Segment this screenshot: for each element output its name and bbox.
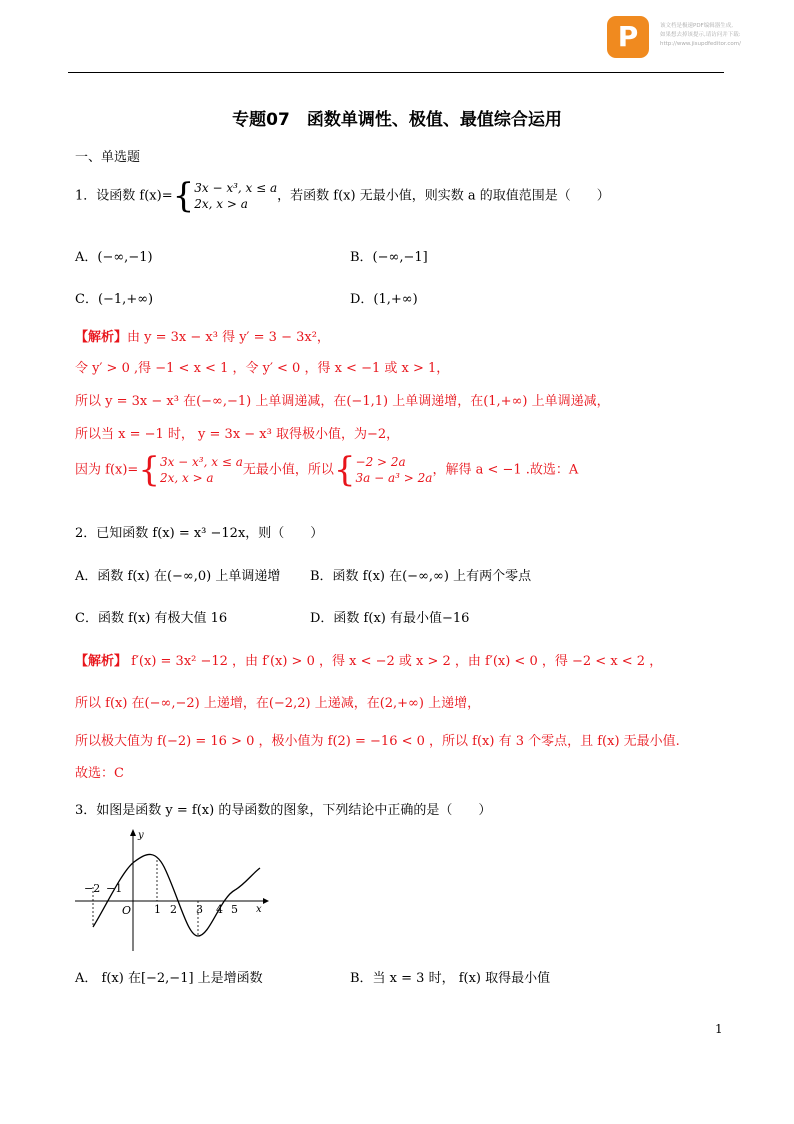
q3-option-b: B．当 x = 3 时， f(x) 取得最小值 — [350, 971, 551, 986]
q1-option-b: B．(−∞,−1] — [350, 250, 428, 265]
q2-solution-line: 故选：C — [75, 766, 124, 781]
solution-tag: 【解析】 — [75, 330, 128, 345]
solution-text: 无最小值，所以 — [242, 462, 334, 478]
q1-option-c: C．(−1,+∞) — [75, 292, 154, 307]
piecewise-cases — [160, 454, 243, 486]
tick-label: 2 — [170, 903, 177, 916]
q2-option-b: B．函数 f(x) 在(−∞,∞) 上有两个零点 — [310, 569, 532, 584]
solution-text: ，解得 a < −1 .故选：A — [432, 462, 579, 478]
x-axis-label: x — [256, 904, 262, 915]
header-rule — [68, 72, 724, 73]
watermark-text — [660, 22, 770, 49]
solution-tag: 【解析】 — [75, 654, 128, 669]
left-brace: { — [172, 176, 195, 216]
left-brace: { — [138, 450, 160, 490]
tick-label: 4 — [216, 903, 223, 916]
pdf-editor-logo — [607, 16, 649, 58]
q2-solution-line: 所以极大值为 f(−2) = 16 > 0 ，极小值为 f(2) = −16 < 0 ，所以 f(x) 有 3 个零点，且 f(x) 无最小值. — [75, 734, 680, 749]
tick-label: −1 — [106, 882, 123, 895]
piecewise-cases — [194, 180, 277, 212]
q2-option-d: D．函数 f(x) 有最小值−16 — [310, 611, 470, 626]
watermark-line: http://www.jisupdfeditor.com/ — [660, 41, 741, 47]
page-number: 1 — [715, 1022, 723, 1036]
case-line: 3a − a³ > 2a — [355, 471, 433, 485]
origin-label: O — [122, 904, 132, 917]
tick-label: −2 — [84, 882, 101, 895]
tick-label: 1 — [154, 903, 161, 916]
derivative-curve — [93, 854, 260, 936]
inequality-system — [356, 454, 433, 486]
q1-solution-line: 令 y′ > 0 ,得 −1 < x < 1 ，令 y′ < 0 ，得 x < −1 或 x > 1， — [75, 361, 450, 376]
q1-solution-line: 所以当 x = −1 时， y = 3x − x³ 取得极小值，为−2， — [75, 427, 400, 442]
case-line: 3x − x³, x ≤ a — [194, 181, 278, 195]
q1-stem-post: ，若函数 f(x) 无最小值，则实数 a 的取值范围是（ ） — [277, 188, 610, 204]
tick-label: 3 — [196, 903, 203, 916]
section-heading: 一、单选题 — [75, 150, 141, 165]
derivative-graph — [70, 826, 270, 956]
q1-stem — [75, 176, 610, 216]
q1-option-d: D．(1,+∞) — [350, 292, 418, 307]
case-line: 3x − x³, x ≤ a — [159, 455, 243, 469]
solution-text: 因为 f(x)= — [75, 462, 139, 478]
q2-solution-line — [75, 650, 662, 669]
y-axis-arrow — [130, 829, 136, 836]
left-brace: { — [333, 450, 356, 490]
q3-stem: 3．如图是函数 y = f(x) 的导函数的图象，下列结论中正确的是（ ） — [75, 803, 492, 818]
case-line: 2x, x > a — [194, 197, 248, 211]
logo-letter: P — [617, 20, 639, 53]
solution-text: 由 y = 3x − x³ 得 y′ = 3 − 3x²， — [127, 330, 330, 345]
q2-solution-line: 所以 f(x) 在(−∞,−2) 上递增，在(−2,2) 上递减，在(2,+∞) 上递增， — [75, 696, 481, 711]
q2-stem: 2．已知函数 f(x) = x³ −12x，则（ ） — [75, 526, 324, 541]
x-axis-arrow — [263, 898, 269, 904]
watermark-line: 该文档是极速PDF编辑器生成, — [660, 23, 733, 29]
q1-solution-line — [75, 326, 330, 345]
page-title: 专题07 函数单调性、极值、最值综合运用 — [232, 110, 562, 130]
tick-label: 5 — [231, 903, 238, 916]
case-line: −2 > 2a — [355, 455, 406, 469]
solution-text: f′(x) = 3x² −12 ，由 f′(x) > 0 ，得 x < −2 或 x > 2 ，由 f′(x) < 0 ，得 −2 < x < 2 ， — [127, 654, 663, 669]
q2-option-c: C．函数 f(x) 有极大值 16 — [75, 611, 228, 626]
q1-solution-line: 所以 y = 3x − x³ 在(−∞,−1) 上单调递减，在(−1,1) 上单调递增，在(1,+∞) 上单调递减， — [75, 394, 610, 409]
y-axis-label: y — [138, 830, 144, 841]
q1-stem-pre: 1．设函数 f(x)= — [75, 188, 173, 204]
q1-solution-line — [75, 450, 579, 490]
q1-option-a: A．(−∞,−1) — [75, 250, 153, 265]
q3-option-a: A． f(x) 在[−2,−1] 上是增函数 — [75, 971, 263, 986]
case-line: 2x, x > a — [159, 471, 214, 485]
watermark-line: 如果想去掉该提示,请访问并下载: — [660, 32, 741, 38]
q2-option-a: A．函数 f(x) 在(−∞,0) 上单调递增 — [75, 569, 281, 584]
